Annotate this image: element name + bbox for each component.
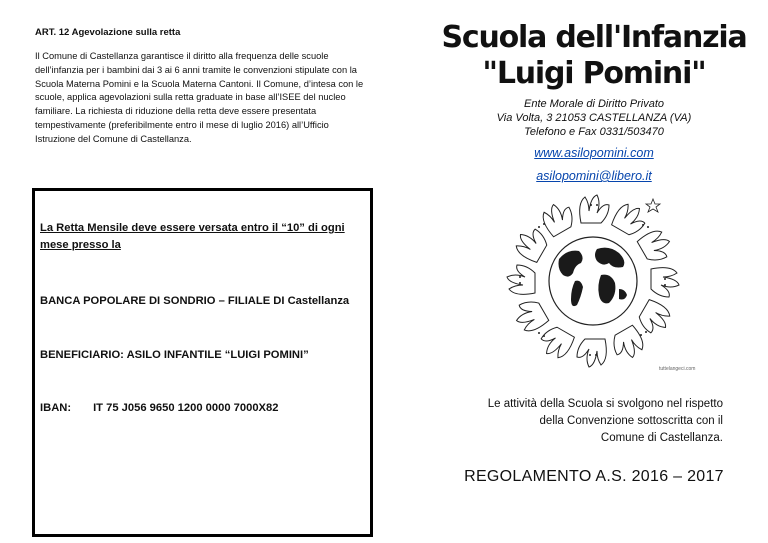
activity-line-3: Comune di Castellanza. <box>600 432 723 444</box>
illustration-credit: tuttelangeci.com <box>659 366 696 372</box>
email-line <box>420 169 768 183</box>
iban-value: IT 75 J056 9650 1200 0000 7000X82 <box>93 402 279 414</box>
article-body: Il Comune di Castellanza garantisce il diritto alla frequenza delle scuole dell’infanzia per i bambini dai 3 ai 6 anni tramite le convenzioni stipulate con la Scuola Materna Pomini e la Scuola Materna Cantoni. Il Comune, d’intesa con le scuole, applica agevolazioni sulla retta graduate in base all’ISEE del nucleo familiare. La richiesta di riduzione della retta deve essere presentata tempestivamente (preferibilmente entro il mese di luglio 2016) all’Ufficio Istruzione del Comune di Castellanza. <box>35 51 364 144</box>
globe <box>549 237 637 325</box>
retta-note: La Retta Mensile deve essere versata entro il “10” di ogni mese presso la <box>40 222 345 251</box>
website-link[interactable]: www.asilopomini.com <box>534 146 654 160</box>
iban-label: IBAN: <box>40 402 72 414</box>
hands-ring <box>507 195 679 367</box>
info-line-phone: Telefono e Fax 0331/503470 <box>524 126 664 138</box>
activity-line-2: della Convenzione sottoscritta con il <box>539 415 723 427</box>
website-line <box>420 146 768 160</box>
info-line-address: Via Volta, 3 21053 CASTELLANZA (VA) <box>496 112 692 124</box>
beneficiary: BENEFICIARIO: ASILO INFANTILE “LUIGI POMINI” <box>40 349 309 361</box>
bank-name: BANCA POPOLARE DI SONDRIO – FILIALE DI Castellanza <box>40 295 350 307</box>
info-line-ente: Ente Morale di Diritto Privato <box>524 98 664 110</box>
globe-hands-illustration <box>493 189 693 369</box>
school-title-line1: Scuola dell'Infanzia <box>441 20 747 55</box>
school-title-line2: "Luigi Pomini" <box>482 56 706 91</box>
continents <box>559 248 628 306</box>
regolamento-title: REGOLAMENTO A.S. 2016 – 2017 <box>464 468 724 485</box>
email-link[interactable]: asilopomini@libero.it <box>536 169 652 183</box>
iban-line <box>40 402 278 414</box>
activity-line-1: Le attività della Scuola si svolgono nel rispetto <box>487 398 723 410</box>
article-title: ART. 12 Agevolazione sulla retta <box>35 27 181 38</box>
